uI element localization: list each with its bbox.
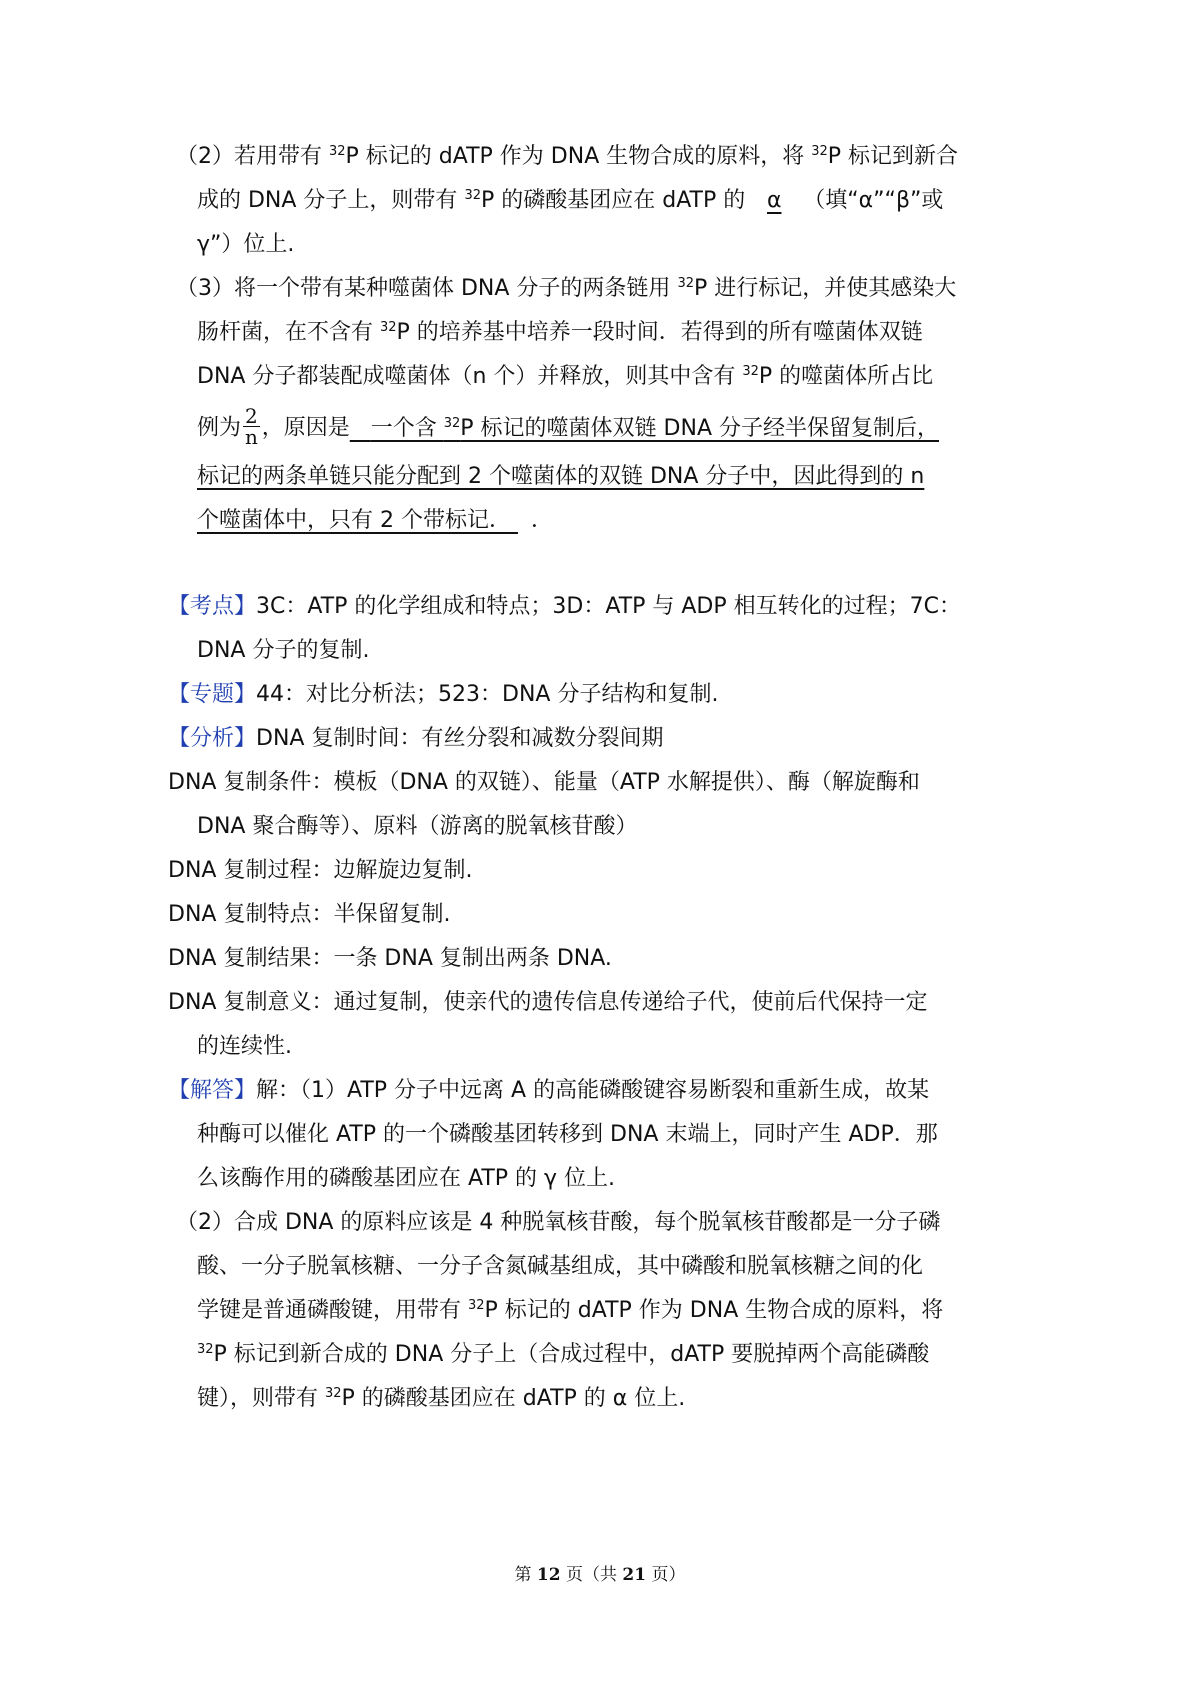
zhuanti-line: 【专题】44：对比分析法；523：DNA 分子结构和复制. [168,682,719,707]
q3-answer-part-3: 个噬菌体中，只有 2 个带标记． [197,508,511,533]
kaodian-tag: 【考点】 [168,594,257,619]
kaodian-line-1: 【考点】3C：ATP 的化学组成和特点；3D：ATP 与 ADP 相互转化的过程；7C： [168,594,961,619]
q2-line-3: γ”）位上. [197,232,295,257]
fenxi-line-7: DNA 复制意义：通过复制，使亲代的遗传信息传递给子代，使前后代保持一定 [168,990,928,1015]
page-total: 21 [622,1565,647,1585]
zhuanti-tag: 【专题】 [168,682,257,707]
q3-line-6: 个噬菌体中，只有 2 个带标记． ． [197,508,553,533]
page-number: 12 [536,1565,561,1585]
fraction-2-over-n: $\frac{2}{n}$ [244,404,258,449]
fenxi-line-5: DNA 复制特点：半保留复制. [168,902,451,927]
q2-line-2: 成的 DNA 分子上，则带有 $^{32}$P 的磷酸基团应在 dATP 的 α （填“α”“β”或 [197,186,943,219]
fenxi-line-3: DNA 聚合酶等）、原料（游离的脱氧核苷酸） [197,814,638,839]
jieda-tag: 【解答】 [168,1078,257,1103]
page-footer: 第 12 页（共 21 页） [514,1565,686,1585]
jieda-line-1: 【解答】解：（1）ATP 分子中远离 A 的高能磷酸键容易断裂和重新生成，故某 [168,1078,930,1103]
fenxi-line-8: 的连续性. [197,1034,292,1059]
fenxi-line-2: DNA 复制条件：模板（DNA 的双链）、能量（ATP 水解提供）、酶（解旋酶和 [168,770,920,795]
jieda-line-3: 么该酶作用的磷酸基团应在 ATP 的 γ 位上. [197,1166,616,1191]
q3-line-4: 例为 $\frac{2}{n}$ ，原因是 一个含 $^{32}$P 标记的噬菌体双链 DNA 分子经半保留复制后， [197,404,939,449]
jieda-line-7: $^{32}$P 标记到新合成的 DNA 分子上（合成过程中，dATP 要脱掉两个高能磷酸 [197,1342,930,1367]
kaodian-line-2: DNA 分子的复制. [197,638,370,663]
jieda-line-5: 酸、一分子脱氧核糖、一分子含氮碱基组成，其中磷酸和脱氧核糖之间的化 [197,1254,924,1279]
q3-line-1: （3）将一个带有某种噬菌体 DNA 分子的两条链用 $^{32}$P 进行标记，并使其感染大 [176,276,957,301]
q3-line-3: DNA 分子都装配成噬菌体（n 个）并释放，则其中含有 $^{32}$P 的噬菌体所占比 [197,364,934,389]
q3-answer-part-2: 标记的两条单链只能分配到 2 个噬菌体的双链 DNA 分子中，因此得到的 n [197,464,925,489]
fenxi-tag: 【分析】 [168,726,257,751]
jieda-line-8: 键），则带有 $^{32}$P 的磷酸基团应在 dATP 的 α 位上. [197,1386,686,1411]
q2-line-1: （2）若用带有 $^{32}$P 标记的 dATP 作为 DNA 生物合成的原料，将 $^{32}$P 标记到新合 [176,144,959,169]
jieda-line-6: 学键是普通磷酸键，用带有 $^{32}$P 标记的 dATP 作为 DNA 生物合成的原料，将 [197,1298,944,1323]
fenxi-line-4: DNA 复制过程：边解旋边复制. [168,858,473,883]
q2-answer-blank: α [766,188,782,213]
q3-answer-part-1: 一个含 $^{32}$P 标记的噬菌体双链 DNA 分子经半保留复制后， [370,415,939,441]
jieda-line-2: 种酶可以催化 ATP 的一个磷酸基团转移到 DNA 末端上，同时产生 ADP．那 [197,1122,938,1147]
q3-line-2: 肠杆菌，在不含有 $^{32}$P 的培养基中培养一段时间．若得到的所有噬菌体双链 [197,320,923,345]
fenxi-line-6: DNA 复制结果：一条 DNA 复制出两条 DNA. [168,946,612,971]
fenxi-line-1: 【分析】DNA 复制时间：有丝分裂和减数分裂间期 [168,726,664,751]
jieda-line-4: （2）合成 DNA 的原料应该是 4 种脱氧核苷酸，每个脱氧核苷酸都是一分子磷 [176,1210,941,1235]
